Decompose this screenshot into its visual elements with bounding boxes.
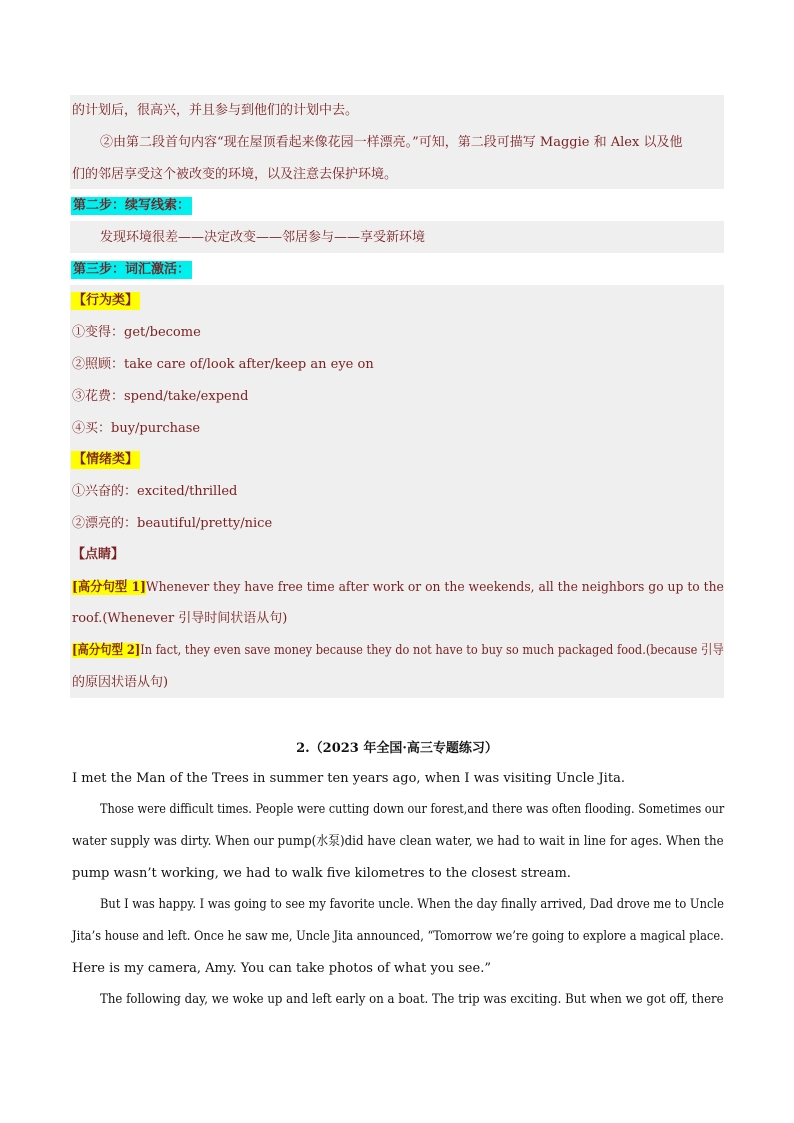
- pattern-1-text: Whenever they have free time after work or on the weekends, all the neighbors go up to the: [145, 580, 724, 595]
- step2-clues: 发现环境很差——决定改变——邻居参与——享受新环境: [100, 230, 426, 245]
- passage-line: Jita’s house and left. Once he saw me, Uncle Jita announced, “Tomorrow we’re going to explore a magical place.: [72, 929, 724, 944]
- vocab-item: ④买：buy/purchase: [72, 421, 201, 436]
- vocab-item: ①兴奋的：excited/thrilled: [72, 484, 238, 499]
- emotion-category-tag: 【情绪类】: [73, 452, 139, 467]
- pattern-2-label: [高分句型 2]: [72, 643, 141, 658]
- analysis-line-2: ②由第二段首句内容“现在屋顶看起来像花园一样漂亮。”可知，第二段可描写 Maggie 和 Alex 以及他: [100, 135, 683, 150]
- pattern-2-text: In fact, they even save money because they do not have to buy so much packaged food.(because 引导: [140, 643, 724, 658]
- vocab-item: ②照顾：take care of/look after/keep an eye on: [72, 357, 374, 372]
- vocab-item: ③花费：spend/take/expend: [72, 389, 249, 404]
- passage-line: But I was happy. I was going to see my favorite uncle. When the day finally arrived, Dad drove me to Uncle: [100, 897, 724, 912]
- question-title: 2.（2023 年全国·高三专题练习）: [296, 741, 498, 756]
- pattern-2-cont: 的原因状语从句): [72, 675, 169, 690]
- vocab-item: ①变得：get/become: [72, 325, 201, 340]
- pattern-1-cont: roof.(Whenever 引导时间状语从句): [72, 611, 288, 626]
- step2-heading: 第二步：续写线索：: [73, 198, 191, 213]
- passage-line: The following day, we woke up and left early on a boat. The trip was exciting. But when we got off, there: [100, 992, 724, 1007]
- analysis-line-3: 们的邻居享受这个被改变的环境，以及注意去保护环境。: [72, 167, 398, 182]
- passage-line: Those were difficult times. People were cutting down our forest,and there was often flooding. Sometimes our: [100, 802, 725, 817]
- pattern-2: [72, 642, 724, 660]
- action-category-tag: 【行为类】: [73, 293, 139, 308]
- passage-line: Here is my camera, Amy. You can take photos of what you see.”: [72, 961, 491, 976]
- pattern-1: [72, 579, 724, 597]
- passage-line: I met the Man of the Trees in summer ten years ago, when I was visiting Uncle Jita.: [72, 771, 625, 786]
- analysis-line-1: 的计划后，很高兴，并且参与到他们的计划中去。: [72, 103, 359, 118]
- passage-line: water supply was dirty. When our pump(水泵)did have clean water, we had to wait in line for ages. When the: [72, 834, 724, 849]
- pattern-1-label: [高分句型 1]: [72, 580, 146, 595]
- highlight-tag: 【点睛】: [72, 547, 125, 562]
- passage-line: pump wasn’t working, we had to walk five kilometres to the closest stream.: [72, 866, 571, 881]
- vocab-item: ②漂亮的：beautiful/pretty/nice: [72, 516, 273, 531]
- step3-heading: 第三步：词汇激活：: [73, 262, 191, 277]
